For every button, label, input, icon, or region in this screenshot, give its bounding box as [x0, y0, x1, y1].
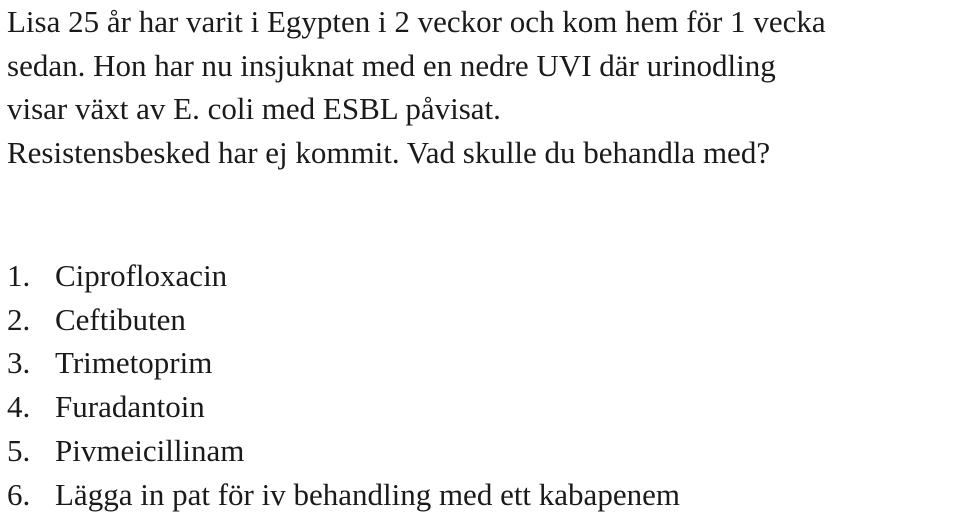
question-line: Lisa 25 år har varit i Egypten i 2 veckor och kom hem för 1 vecka: [7, 4, 826, 39]
option-number: 6.: [7, 476, 31, 512]
option-number: 2.: [7, 301, 31, 337]
option-number: 3.: [7, 345, 31, 381]
answer-options-list: [7, 254, 680, 516]
option-number: 5.: [7, 432, 31, 468]
option-label: Lägga in pat för iv behandling med ett kabapenem: [55, 476, 680, 512]
question-line: Resistensbesked har ej kommit. Vad skulle du behandla med?: [7, 135, 771, 171]
answer-option-1[interactable]: [7, 254, 680, 298]
option-label: Ceftibuten: [55, 301, 186, 337]
option-label: Furadantoin: [55, 389, 205, 425]
answer-option-4[interactable]: [7, 385, 680, 429]
answer-option-5[interactable]: [7, 429, 680, 473]
answer-option-6[interactable]: [7, 473, 680, 516]
question-line: visar växt av E. coli med ESBL påvisat.: [7, 91, 501, 127]
answer-option-3[interactable]: [7, 341, 680, 385]
answer-option-2[interactable]: [7, 298, 680, 342]
question-text: [7, 0, 957, 175]
option-label: Trimetoprim: [55, 345, 213, 381]
option-number: 4.: [7, 389, 31, 425]
option-number: 1.: [7, 258, 31, 293]
option-label: Ciprofloxacin: [55, 258, 228, 293]
question-line: sedan. Hon har nu insjuknat med en nedre UVI där urinodling: [7, 47, 776, 83]
option-label: Pivmeicillinam: [55, 432, 245, 468]
